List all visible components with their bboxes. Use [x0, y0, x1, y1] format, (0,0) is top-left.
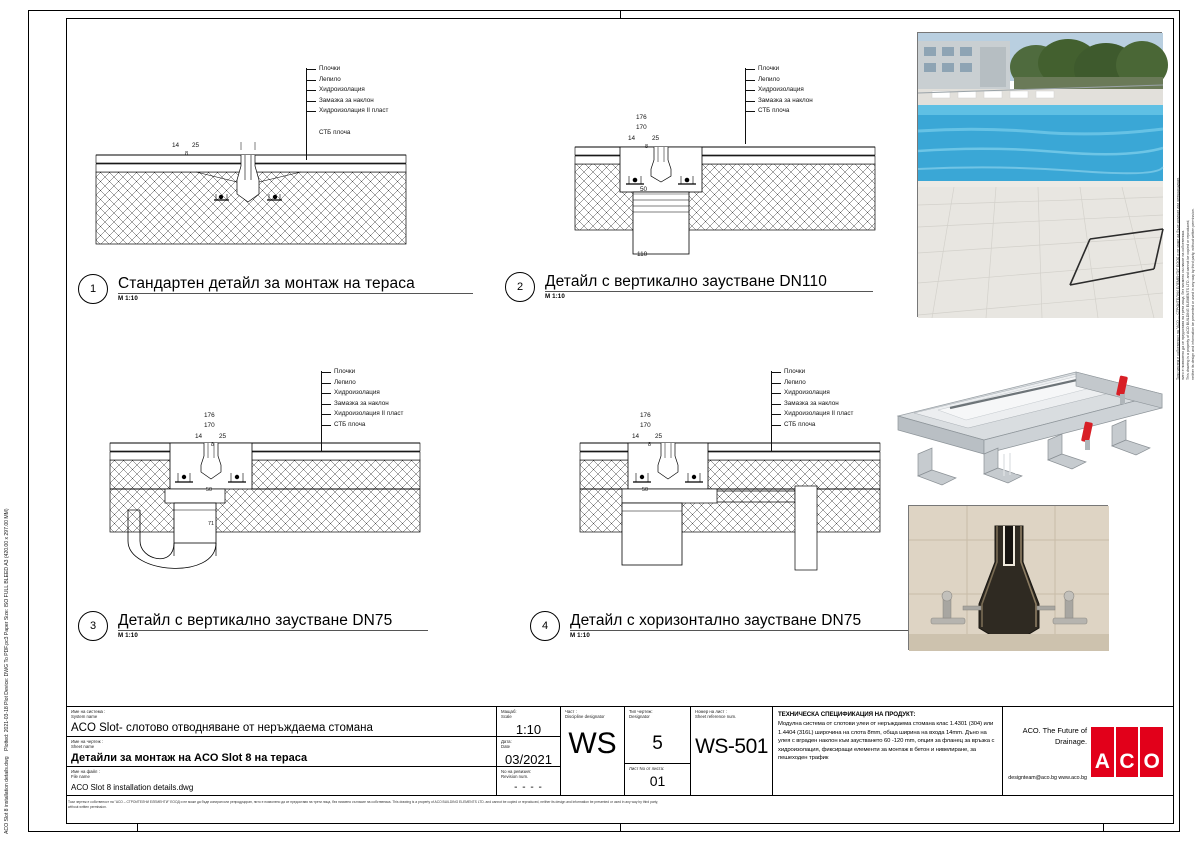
tb-sheet-ref-label-en: Sheet reference num. — [695, 714, 737, 720]
detail-2-dim-50: 50 — [640, 186, 648, 193]
aco-logo — [1091, 727, 1163, 777]
aco-logo-bar-a — [1091, 727, 1114, 777]
tb-system-name — [67, 707, 496, 737]
layer-label: Лепило — [770, 378, 853, 389]
detail-3-dim-71: 71 — [208, 521, 214, 527]
aco-slogan-line2: Drainage. — [1054, 737, 1087, 746]
detail-4-dim-14: 14 — [632, 433, 640, 440]
detail-1-layer-labels — [305, 64, 388, 139]
layer-label: Замазка за наклон — [770, 399, 853, 410]
legal-line-3: This drawing is a property of ACO BUILDING ELEMENTS LTD. and cannot be copied or reproduced, — [1186, 219, 1190, 380]
detail-3-dim-14: 14 — [195, 433, 203, 440]
registration-tick-bottom-right — [1103, 824, 1104, 832]
detail-4-title: Детайл с хоризонтално заустване DN75 — [570, 612, 862, 629]
tb-drawing-type-value: 5 — [652, 733, 663, 755]
aco-logo-bar-c — [1116, 727, 1139, 777]
tb-drawing-type-label: Тип чертеж: — [629, 709, 653, 714]
tb-system-name-label-en: System name — [71, 714, 98, 720]
tb-date — [497, 737, 560, 767]
plot-stamp-filename: ACO Slot 8 installation details.dwg — [4, 756, 10, 834]
tb-date-label-en: Date — [501, 744, 511, 750]
tb-file-name-label-en: File name — [71, 774, 90, 780]
detail-2-dim-110: 110 — [637, 251, 648, 258]
tb-system-name-value: ACO Slot- слотово отводняване от неръждаема стомана — [71, 721, 373, 734]
detail-1-title-rule — [118, 293, 473, 294]
layer-label: Хидроизолация — [770, 388, 853, 399]
tb-date-value: 03/2021 — [505, 752, 552, 768]
detail-4-scale: М 1:10 — [570, 632, 590, 640]
tb-spec-body: Модулна система от слотови улеи от неръждаема стомана клас 1.4301 (304) или 1.4404 (316L) широчина на слота 8mm, обща ширина на входа 14mm. Дъно на улея с вграден наклон към заустването 60 -120 mm, опция за фланец за връзка с хидроизолация, фиксиращи елементи за монтаж в бетон и нивелиране, за пешеходен трафик — [778, 721, 995, 762]
tb-drawing-type-column — [625, 707, 691, 795]
tb-sheet-name-label-en: Sheet name — [71, 744, 95, 750]
layer-label: Лепило — [320, 378, 403, 389]
legal-line-1: Този чертеж е собственост на "АСО — СТРОИТЕЛНИ ЕЛЕМЕНТИ" ЕООД и не може да бъде копиран или репродуциран, — [1176, 176, 1180, 380]
detail-4-drawing — [580, 438, 880, 588]
detail-3-title-row — [78, 611, 428, 641]
layer-label: Хидроизолация II пласт — [770, 409, 853, 420]
detail-4-dim-50: 50 — [642, 487, 648, 493]
detail-3-title-rule — [118, 630, 428, 631]
detail-1-dim-25: 25 — [192, 142, 200, 149]
pool-terrace-photo — [917, 32, 1162, 317]
layer-label: Лепило — [305, 75, 388, 86]
layer-label: СТБ плоча — [319, 128, 351, 136]
detail-3-dim-170: 170 — [204, 422, 215, 429]
tb-revision-label: No на ревизия: — [501, 769, 531, 774]
tb-revision-label-en: Revision num. — [501, 774, 529, 780]
tb-names-column — [67, 707, 497, 795]
channel-render — [880, 358, 1170, 488]
layer-label: Замазка за наклон — [305, 96, 388, 107]
detail-1-drawing — [96, 150, 406, 260]
detail-3-title: Детайл с вертикално заустване DN75 — [118, 612, 393, 629]
detail-2-title-rule — [545, 291, 873, 292]
tb-sheet-ref-value: WS-501 — [695, 735, 768, 759]
detail-2-title-row — [505, 272, 873, 302]
registration-tick-bottom-left — [137, 824, 138, 832]
plot-stamp-info: Plotted: 2021-03-18 Plot Device: DWG To PDF.pc3 Paper Size: ISO FULL BLEED A3 (420.00 x 297.00 MM) — [4, 508, 10, 751]
detail-4-title-row — [530, 611, 930, 641]
detail-2-dim-8: 8 — [645, 144, 648, 150]
tb-scale-value: 1:10 — [515, 722, 542, 738]
aco-slogan-line1: ACO. The Future of — [1022, 726, 1087, 735]
tb-date-label: Дата: — [501, 739, 512, 744]
tb-discipline-value: WS — [568, 727, 617, 761]
detail-4-dim-25: 25 — [655, 433, 663, 440]
tb-file-name — [67, 767, 496, 797]
tb-spec-title: ТЕХНИЧЕСКА СПЕЦИФИКАЦИЯ НА ПРОДУКТ: — [778, 711, 916, 718]
layer-label: Плочки — [320, 367, 403, 378]
layer-label: Замазка за наклон — [320, 399, 403, 410]
tb-revision-value: - - - - — [514, 782, 543, 794]
tb-drawing-type-label-en: Designator — [629, 714, 650, 720]
tb-brand-column — [1003, 707, 1173, 795]
tb-sheet-of-label: Лист No от листа: — [629, 766, 665, 771]
detail-4-dim-176: 176 — [640, 412, 651, 419]
detail-3-scale: М 1:10 — [118, 632, 138, 640]
registration-tick-top — [620, 10, 621, 19]
layer-label: СТБ плоча — [320, 420, 403, 431]
layer-label: Хидроизолация — [320, 388, 403, 399]
tb-file-name-label: Име на файл : — [71, 769, 100, 774]
tb-discipline-label-en: Discipline designator — [565, 714, 605, 720]
detail-3-dim-50: 50 — [206, 487, 212, 493]
layer-label: Хидроизолация II пласт — [305, 106, 388, 117]
tb-system-name-label: Име на система : — [71, 709, 106, 714]
layer-label: Хидроизолация — [744, 85, 813, 96]
tb-scale-column — [497, 707, 561, 795]
right-legal-text — [1176, 0, 1195, 380]
detail-2-bubble: 2 — [505, 272, 535, 302]
layer-label: Лепило — [744, 75, 813, 86]
detail-2-scale: М 1:10 — [545, 293, 565, 301]
legal-line-4: neither its design and information be presented or used in any way by third party, without written permission. — [1191, 208, 1195, 380]
detail-1-title-row — [78, 274, 473, 304]
detail-2-drawing — [575, 136, 875, 262]
detail-3-dim-176: 176 — [204, 412, 215, 419]
tb-scale — [497, 707, 560, 737]
aco-logo-bar-o — [1140, 727, 1163, 777]
detail-3-dim-8: 8 — [211, 442, 214, 448]
detail-1-scale: М 1:10 — [118, 295, 138, 303]
layer-label: Плочки — [744, 64, 813, 75]
detail-3-layer-labels — [320, 367, 403, 431]
layer-label: Хидроизолация II пласт — [320, 409, 403, 420]
aco-logo-letter-a: A — [1094, 750, 1110, 773]
plot-stamp — [0, 0, 14, 842]
layer-label: СТБ плоча — [770, 420, 853, 431]
layer-label: Плочки — [770, 367, 853, 378]
tb-sheet-name-value: Детайли за монтаж на ACO Slot 8 на тераса — [71, 751, 308, 764]
detail-2-title: Детайл с вертикално заустване DN110 — [545, 273, 827, 290]
detail-4-dim-8: 8 — [648, 442, 651, 448]
aco-contact: designteam@aco.bg www.aco.bg — [1008, 775, 1087, 781]
detail-2-dim-14: 14 — [628, 135, 636, 142]
title-block — [66, 706, 1174, 796]
detail-2-dim-176: 176 — [636, 114, 647, 121]
layer-label: Плочки — [305, 64, 388, 75]
layer-label: Хидроизолация — [305, 85, 388, 96]
tb-revision — [497, 767, 560, 797]
tb-discipline-label: Част : — [565, 709, 577, 714]
aco-logo-letter-o: O — [1143, 750, 1160, 773]
tb-discipline-column — [561, 707, 625, 795]
aco-slogan — [1023, 725, 1087, 747]
detail-4-bubble: 4 — [530, 611, 560, 641]
tb-spec-column — [773, 707, 1003, 795]
sheet-disclaimer: Този чертеж е собственост на "АСО – СТРОИТЕЛНИ ЕЛЕМЕНТИ" ЕООД и не може да бъде копиран или репродуциран, нито е позволено да се предоставя на трети лица, без писмено съгласие на собственика. This drawing is a property of ACO BUILDING ELEMENTS LTD. and cannot be copied or reproduced, neither its design and information be presented or used in any way by third party, without written permission. — [68, 800, 659, 809]
tb-scale-label: Мащаб: — [501, 709, 517, 714]
detail-1-dim-8: 8 — [185, 151, 189, 157]
detail-4-dim-170: 170 — [640, 422, 651, 429]
tb-sheet-of-value: 01 — [649, 773, 666, 790]
detail-2-layer-labels — [744, 64, 813, 117]
tb-sheet-name-label: Име на чертеж : — [71, 739, 104, 744]
detail-1-title: Стандартен детайл за монтаж на тераса — [118, 275, 415, 292]
detail-1-dim-14: 14 — [172, 142, 180, 149]
layer-label: Замазка за наклон — [744, 96, 813, 107]
detail-3-dim-25: 25 — [219, 433, 227, 440]
detail-1-bubble: 1 — [78, 274, 108, 304]
detail-3-bubble: 3 — [78, 611, 108, 641]
tb-sheet-ref-label: Номер на лист : — [695, 709, 727, 714]
tb-scale-label-en: Scale — [501, 714, 512, 720]
detail-3-drawing — [110, 438, 420, 596]
aco-logo-letter-c: C — [1119, 750, 1135, 773]
tb-file-name-value: ACO Slot 8 installation details.dwg — [71, 783, 194, 793]
tb-sheet-of — [625, 764, 690, 796]
legal-line-2: нито е позволено да се предоставя на трети лица, без писмено съгласие на собственика. — [1181, 229, 1185, 380]
detail-2-dim-25: 25 — [652, 135, 660, 142]
detail-4-layer-labels — [770, 367, 853, 431]
registration-tick-bottom — [620, 824, 621, 832]
detail-2-dim-170: 170 — [636, 124, 647, 131]
tb-sheet-ref-column — [691, 707, 773, 795]
layer-label: СТБ плоча — [744, 106, 813, 117]
slot-profile-photo — [908, 505, 1108, 650]
tb-drawing-type — [625, 707, 690, 764]
detail-4-title-rule — [570, 630, 930, 631]
tb-sheet-name — [67, 737, 496, 767]
